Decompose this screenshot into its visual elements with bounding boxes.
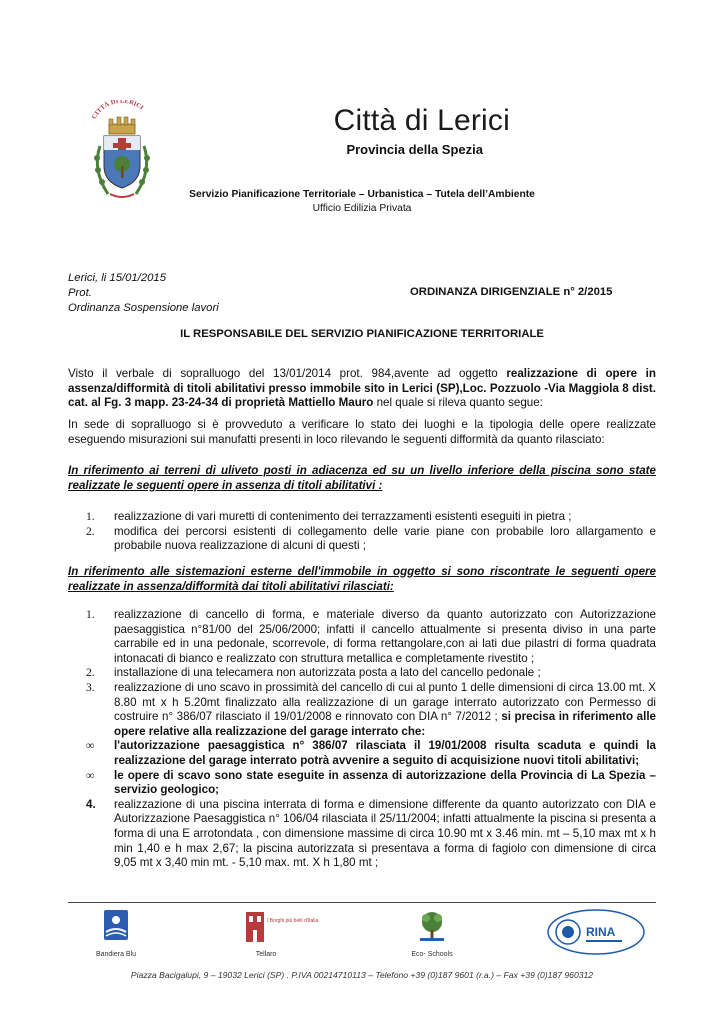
- rina-logo: [546, 908, 646, 958]
- ordinance-number: ORDINANZA DIRIGENZIALE n° 2/2015: [410, 286, 613, 298]
- infinity-bullet-icon: ∞: [86, 768, 95, 782]
- document-meta: [68, 271, 219, 316]
- svg-text:I Borghi più belli d'Italia: I Borghi più belli d'Italia: [267, 918, 319, 924]
- paragraph-sopralluogo: In sede di sopralluogo si è provveduto a verificare lo stato dei luoghi e la tipologia delle opere realizzate eseguendo misurazioni sui manufatti presenti in loco rilevando le seguenti difformità da quanto rilasciato:: [68, 418, 656, 446]
- paragraph-verbale: Visto il verbale di sopralluogo del 13/01/2014 prot. 984,avente ad oggetto realizzazione di opere in assenza/difformità di titoli abilitativi presso immobile sito in Lerici (SP),Loc. Pozzuolo -Via Maggiola 8 dist. cat. al Fg. 3 mapp. 23-24-34 di proprietà Mattiello Mauro nel quale si rileva quanto segue:: [68, 367, 656, 410]
- responsible-heading: IL RESPONSABILE DEL SERVIZIO PIANIFICAZIONE TERRITORIALE: [180, 328, 544, 340]
- tellaro-logo: I Borghi più belli d'Italia Tellaro: [236, 908, 296, 958]
- eco-schools-logo: Eco- Schools: [402, 908, 462, 958]
- ordinance-subject: Ordinanza Sospensione lavori: [68, 302, 219, 314]
- crest-text: CITTÀ DI LERICI: [90, 100, 145, 121]
- province-subtitle: Provincia della Spezia: [346, 142, 483, 157]
- section1-heading: In riferimento ai terreni di uliveto posti in adiacenza ed su un livello inferiore della piscina sono state realizzate le seguenti opere in assenza di titoli abilitativi :: [68, 464, 656, 492]
- footer-divider: [68, 902, 656, 903]
- list-item: 1. realizzazione di cancello di forma, e materiale diverso da quanto autorizzato con Autorizzazione paesaggistica n°81/00 del 25/06/2000; infatti il cancello attualmente si presenta diviso in una parte carrabile ed in una pedonale, scorrevole, di forma rettangolare,con ai lati due pilastri di forma quadrata intonacati di bianco e realizzato con struttura metallica e completamente rivestito ;: [86, 608, 656, 665]
- list-item: 3. realizzazione di uno scavo in prossimità del cancello di cui al punto 1 delle dimensioni di circa 13.00 mt. X 8.80 mt x h 5.20mt finalizzato alla realizzazione di un garage interrato autorizzato con Permesso di costruire n° 386/07 rilasciato il 19/01/2008 e rinnovato con DIA n° 7/2012 ; si precisa in riferimento alle opere relative alla realizzazione del garage interrato che:: [86, 680, 656, 738]
- section2-list: [68, 608, 656, 871]
- list-item: 1. realizzazione di vari muretti di contenimento dei terrazzamenti esistenti eseguiti in pietra ;: [86, 510, 572, 523]
- service-name: Servizio Pianificazione Territoriale – Urbanistica – Tutela dell’Ambiente: [189, 189, 535, 200]
- infinity-bullet-icon: ∞: [86, 739, 95, 753]
- list-item: 2. modifica dei percorsi esistenti di collegamento delle varie piane con probabile loro allargamento e probabile nuova realizzazione di alcuni di questi ;: [86, 524, 656, 553]
- protocol-label: Prot.: [68, 287, 92, 299]
- office-name: Ufficio Edilizia Privata: [312, 203, 412, 214]
- section1-list: [68, 510, 656, 554]
- section2-heading: In riferimento alle sistemazioni esterne dell'immobile in oggetto si sono riscontrate le seguenti opere realizzate in assenza/difformità dai titoli abilitativi rilasciati:: [68, 565, 656, 593]
- city-title: Città di Lerici: [333, 104, 510, 137]
- list-item: ∞ le opere di scavo sono state eseguite in assenza di autorizzazione della Provincia di La Spezia – servizio geologico;: [86, 768, 656, 797]
- list-item: 4. realizzazione di una piscina interrata di forma e dimensione differente da quanto autorizzato con DIA e Autorizzazione Paesaggistica n° 106/04 rilasciata il 25/11/2004; infatti attualmente la piscina si presenta a forma di una E arrotondata , con dimensione massime di circa 10.90 mt x 3.46 min. mt – 5,10 max mt x h min 1,40 e h max 2,67; la piscina autorizzata si presentava a forma di fagiolo con dimensione di circa 9,05 mt x 3,40 min mt. - 5,10 max. mt. X h 1,80 mt ;: [86, 797, 656, 870]
- bandiera-blu-logo: Bandiera Blu: [86, 908, 146, 958]
- footer-address: Piazza Bacigalupi, 9 – 19032 Lerici (SP) . P.IVA 00214710113 – Telefono +39 (0)187 9601 (r.a.) – Fax +39 (0)187 960312: [130, 970, 594, 980]
- place-date: Lerici, li 15/01/2015: [68, 272, 166, 284]
- list-item: 2. installazione di una telecamera non autorizzata posta a lato del cancello pedonale ;: [86, 666, 541, 680]
- list-item: ∞ l'autorizzazione paesaggistica n° 386/07 rilasciata il 19/01/2008 risulta scaduta e quindi la realizzazione del garage interrato potrà avvenire a seguito di acquisizione nuovi titoli abilitativi;: [86, 739, 656, 767]
- svg-text:RINA: RINA: [586, 925, 616, 939]
